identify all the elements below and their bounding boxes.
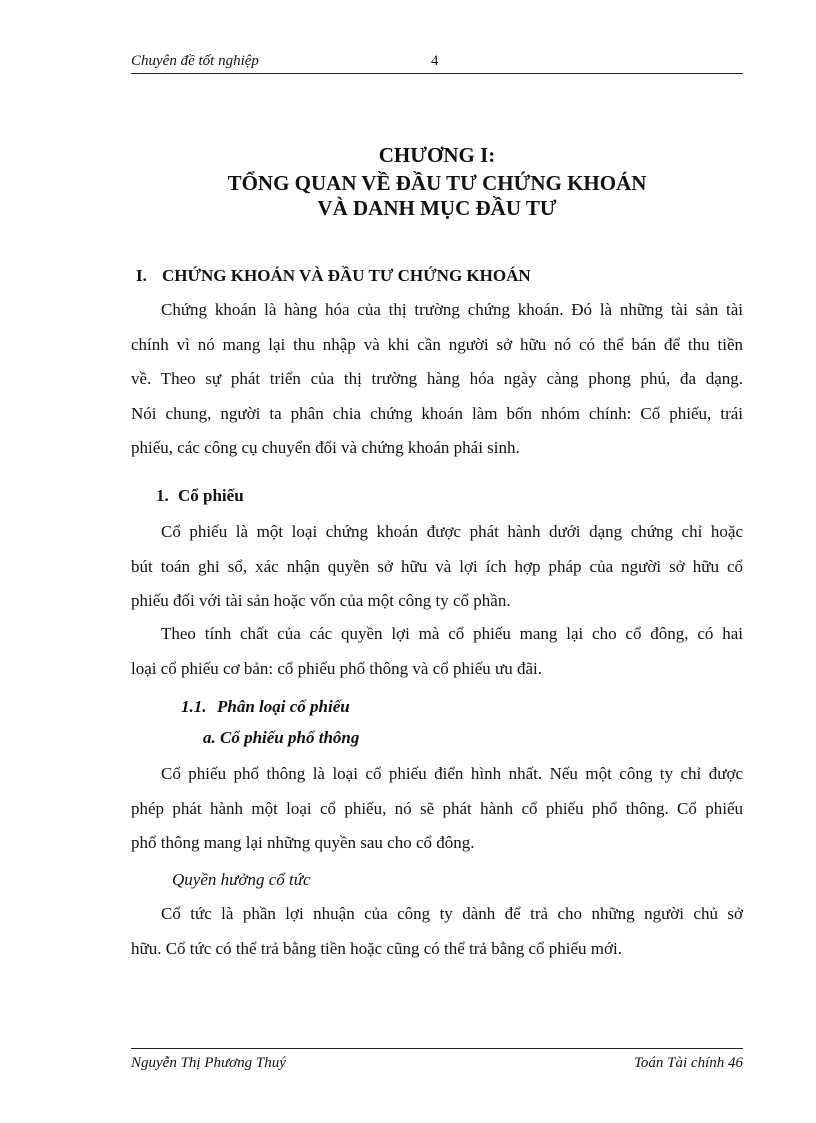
paragraph-dividend bbox=[131, 897, 743, 966]
subsubsection-heading bbox=[181, 697, 350, 717]
section-number: I. bbox=[136, 266, 147, 285]
subsection-title: Cổ phiếu bbox=[178, 486, 244, 505]
chapter-title-line-2: VÀ DANH MỤC ĐẦU TƯ bbox=[317, 196, 557, 220]
page-footer bbox=[131, 1048, 743, 1075]
paragraph-line: bút toán ghi sổ, xác nhận quyền sở hữu và lợi ích hợp pháp của người sở hữu cổ bbox=[131, 556, 743, 576]
paragraph-intro bbox=[131, 293, 743, 466]
section-title: CHỨNG KHOÁN VÀ ĐẦU TƯ CHỨNG KHOÁN bbox=[162, 266, 531, 285]
chapter-title-line-1: TỔNG QUAN VỀ ĐẦU TƯ CHỨNG KHOÁN bbox=[227, 171, 647, 195]
paragraph-line: Cổ phiếu là một loại chứng khoán được phát hành dưới dạng chứng chỉ hoặc bbox=[161, 522, 743, 541]
footer-class: Toán Tài chính 46 bbox=[633, 1055, 743, 1071]
header-document-type: Chuyên đề tốt nghiệp bbox=[131, 53, 259, 69]
paragraph-stock-types bbox=[131, 617, 743, 686]
paragraph-stock-definition bbox=[131, 515, 743, 619]
page-header bbox=[131, 53, 743, 74]
paragraph-line: chính vì nó mang lại thu nhập và khi cần người sở hữu nó có thể bán để thu tiền bbox=[131, 334, 743, 354]
subsection-heading bbox=[156, 486, 244, 506]
paragraph-line: phiếu đối với tài sản hoặc vốn của một công ty cổ phần. bbox=[131, 591, 511, 610]
paragraph-line: phổ thông mang lại những quyền sau cho cổ đông. bbox=[131, 833, 475, 852]
paragraph-line: Cổ tức là phần lợi nhuận của công ty dành để trả cho những người chủ sở bbox=[161, 904, 743, 923]
paragraph-line: loại cổ phiếu cơ bản: cổ phiếu phổ thông và cổ phiếu ưu đãi. bbox=[131, 658, 542, 678]
subsubsection-number: 1.1. bbox=[181, 697, 207, 716]
chapter-number: CHƯƠNG I: bbox=[378, 143, 496, 167]
paragraph-line: phiếu, các công cụ chuyển đổi và chứng khoán phái sinh. bbox=[131, 438, 520, 457]
italic-heading-dividend-right: Quyền hưởng cổ tức bbox=[172, 870, 311, 889]
paragraph-line: Theo tính chất của các quyền lợi mà cổ phiếu mang lại cho cổ đông, có hai bbox=[161, 624, 743, 643]
paragraph-line: Cổ phiếu phổ thông là loại cổ phiếu điển hình nhất. Nếu một công ty chỉ được bbox=[161, 764, 743, 783]
item-heading-common-stock: a. Cổ phiếu phổ thông bbox=[203, 728, 360, 747]
section-heading bbox=[136, 266, 531, 286]
paragraph-line: hữu. Cổ tức có thể trả bằng tiền hoặc cũng có thể trả bằng cổ phiếu mới. bbox=[131, 938, 622, 958]
paragraph-line: phép phát hành một loại cổ phiếu, nó sẽ phát hành cổ phiếu phổ thông. Cổ phiếu bbox=[131, 798, 743, 818]
paragraph-line: Chứng khoán là hàng hóa của thị trường chứng khoán. Đó là những tài sản tài bbox=[161, 300, 743, 319]
paragraph-common-stock bbox=[131, 757, 743, 861]
subsection-number: 1. bbox=[156, 486, 169, 505]
subsubsection-title: Phân loại cổ phiếu bbox=[217, 697, 350, 716]
page-number: 4 bbox=[431, 53, 439, 69]
paragraph-line: về. Theo sự phát triển của thị trường hàng hóa ngày càng phong phú, đa dạng. bbox=[131, 369, 743, 388]
footer-author: Nguyễn Thị Phương Thuý bbox=[131, 1055, 286, 1071]
paragraph-line: Nói chung, người ta phân chia chứng khoán làm bốn nhóm chính: Cổ phiếu, trái bbox=[131, 403, 743, 423]
